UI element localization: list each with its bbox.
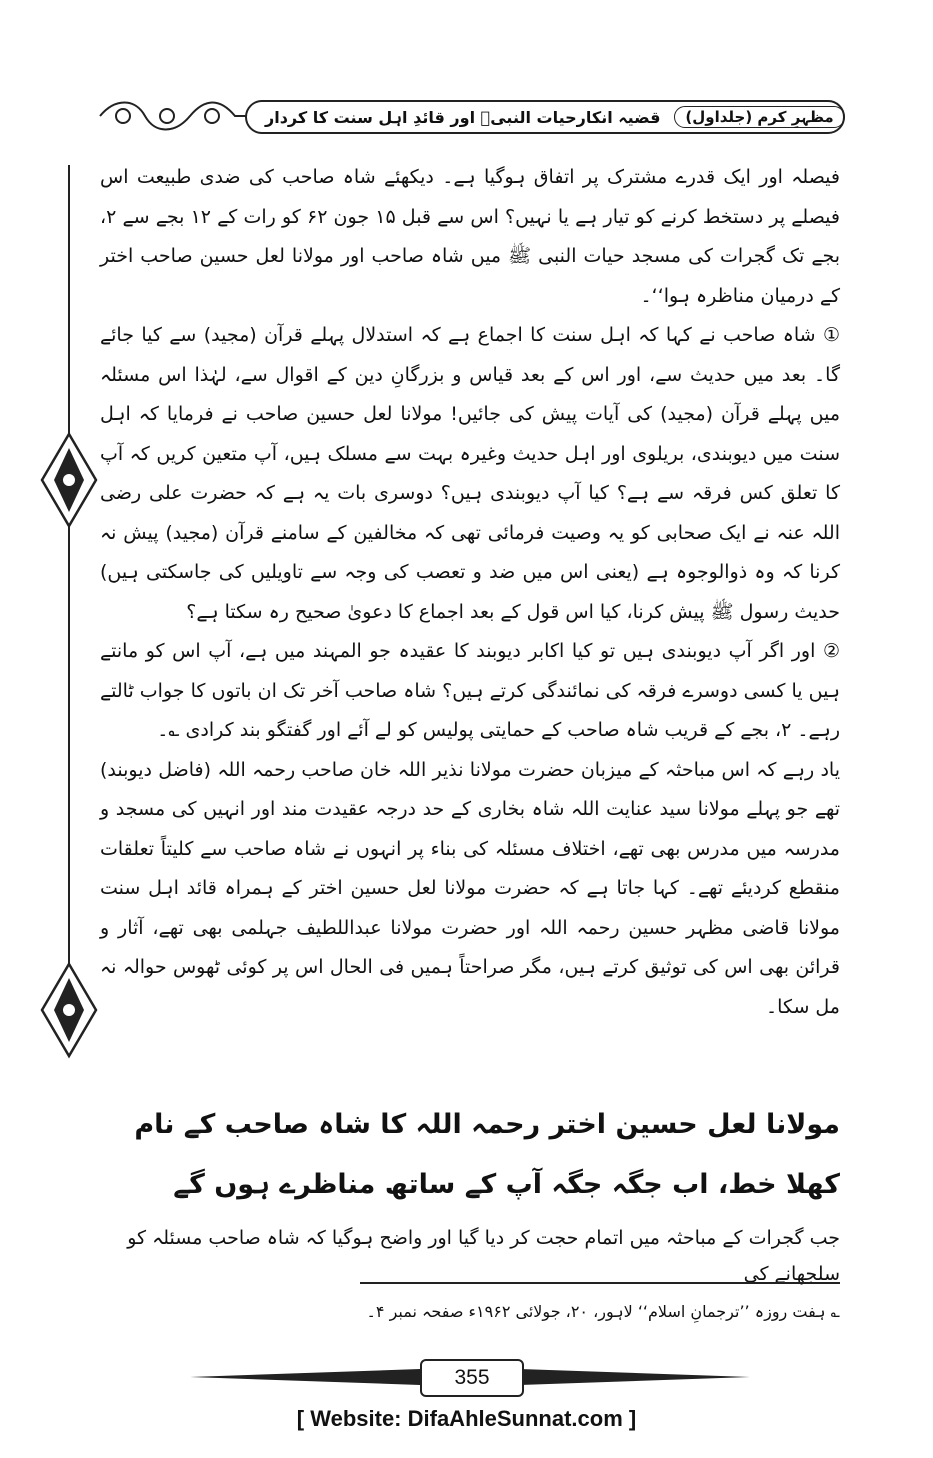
paragraph: ② اور اگر آپ دیوبندی ہیں تو کیا اکابر دیوبند کا عقیدہ جو المہند میں ہے، آپ اس کو مانتے ہیں یا کسی دوسرے فرقہ کی نمائندگی کرتے ہیں؟ شاہ صاحب آخر تک ان باتوں کا جواب ٹالتے رہے۔ ۲، بجے کے قریب شاہ صاحب کے حمایتی پولیس کو لے آئے اور گفتگو بند کرادی ؎۔ — [100, 640, 840, 741]
margin-rule — [68, 165, 70, 1025]
book-title: مظہرِ کرم (جلداول) — [674, 106, 844, 128]
footnote: ؎ ہفت روزہ ’’ترجمانِ اسلام‘‘ لاہور، ۲۰، جولائی ۱۹۶۲ء صفحہ نمبر ۴۔ — [366, 1302, 840, 1321]
paragraph: ① شاہ صاحب نے کہا کہ اہل سنت کا اجماع ہے کہ استدلال پہلے قرآن (مجید) سے کیا جائے گا۔ بعد میں حدیث سے، اور اس کے بعد قیاس و بزرگانِ دین کے اقوال سے، لہٰذا اس مسئلہ میں پہلے قرآن (مجید) کی آیات پیش کی جائیں! مولانا لعل حسین صاحب نے فرمایا کہ اہل سنت میں دیوبندی، بریلوی اور اہل حدیث وغیرہ بہت سے مسلک ہیں، آپ متعین کریں کہ آپ کا تعلق کس فرقہ سے ہے؟ کیا آپ دیوبندی ہیں؟ دوسری بات یہ ہے کہ حضرت علی رضی اللہ عنہ نے ایک صحابی کو یہ وصیت فرمائی تھی کہ مخالفین کے سامنے قرآن (مجید) پیش نہ کرنا کہ وہ ذوالوجوہ ہے (یعنی اس میں ضد و تعصب کی وجہ سے تاویلیں کی جاسکتی ہیں) حدیث رسول ﷺ پیش کرنا، کیا اس قول کے بعد اجماع کا دعویٰ صحیح رہ سکتا ہے؟ — [100, 324, 840, 623]
margin-ornament-icon — [34, 960, 104, 1060]
header-band — [245, 100, 845, 134]
header-ornament-icon — [95, 96, 255, 136]
paragraph: جب گجرات کے مباحثہ میں اتمام حجت کر دیا گیا اور واضح ہوگیا کہ شاہ صاحب مسئلہ کو سلجھانے کی — [127, 1227, 840, 1285]
running-header — [95, 96, 845, 136]
paragraph: یاد رہے کہ اس مباحثہ کے میزبان حضرت مولانا نذیر اللہ خان صاحب رحمہ اللہ (فاضل دیوبند) تھے جو پہلے مولانا سید عنایت اللہ شاہ بخاری کے حد درجہ عقیدت مند اور انہیں کی مسجد و مدرسہ میں مدرس بھی تھے، اختلاف مسئلہ کی بناء پر انہوں نے شاہ صاحب سے کلیتاً تعلقات منقطع کردیئے تھے۔ کہا جاتا ہے کہ حضرت مولانا لعل حسین اختر کے ہمراہ قائد اہل سنت مولانا قاضی مظہر حسین رحمہ اللہ اور حضرت مولانا عبداللطیف جہلمی بھی تھے، آثار و قرائن بھی اس کی توثیق کرتے ہیں، مگر صراحتاً ہمیں فی الحال اس پر کوئی ٹھوس حوالہ نہ مل سکا۔ — [100, 758, 840, 1018]
footnote-divider — [360, 1282, 840, 1284]
website-credit: [ Website: DifaAhleSunnat.com ] — [296, 1406, 637, 1431]
section-heading: مولانا لعل حسین اختر رحمہ اللہ کا شاہ صاحب کے نام کھلا خط، اب جگہ جگہ آپ کے ساتھ مناظرے ہوں گے — [134, 1109, 840, 1200]
page-number-ornament — [190, 1355, 750, 1399]
paragraph: فیصلہ اور ایک قدرے مشترک پر اتفاق ہوگیا ہے۔ دیکھئے شاہ صاحب کی ضدی طبیعت اس فیصلے پر دستخط کرنے کو تیار ہے یا نہیں؟ اس سے قبل ۱۵ جون ۶۲ کو رات کے ۱۲ بجے سے ۲، بجے تک گجرات کی مسجد حیات النبی ﷺ میں شاہ صاحب اور مولانا لعل حسین صاحب اختر کے درمیان مناظرہ ہوا‘‘۔ — [100, 166, 840, 307]
body-text — [100, 158, 840, 1027]
margin-ornament-icon — [34, 430, 104, 530]
chapter-title: قضیہ انکارحیات النبیؐ اور قائدِ اہل سنت کا کردار — [265, 107, 661, 127]
page-number: 355 — [420, 1359, 524, 1397]
